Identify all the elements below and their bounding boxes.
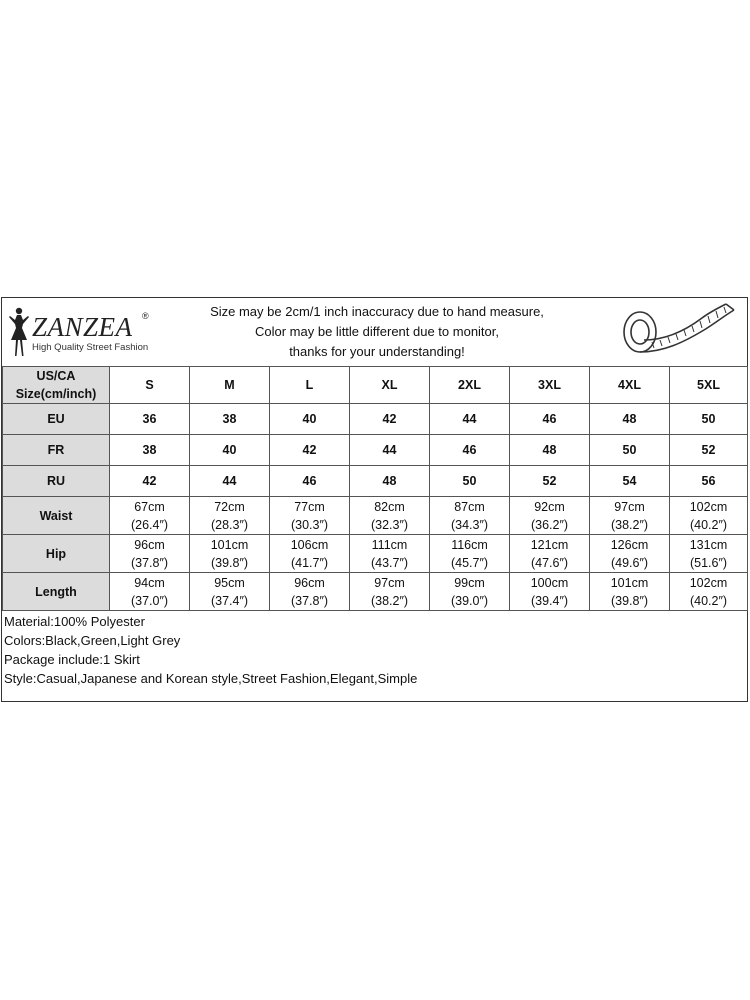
table-cell: 54: [590, 466, 670, 497]
table-cell: 38: [110, 435, 190, 466]
table-cell: 82cm (32.3″): [350, 497, 430, 535]
size-label: 3XL: [510, 367, 590, 404]
table-cell: 46: [510, 404, 590, 435]
table-cell: 36: [110, 404, 190, 435]
table-cell: 40: [270, 404, 350, 435]
table-cell: 106cm (41.7″): [270, 535, 350, 573]
size-header-label: US/CA Size(cm/inch): [3, 367, 110, 404]
chart-header: [2, 298, 747, 367]
table-cell: 50: [670, 404, 748, 435]
product-notes: [4, 612, 417, 688]
measuring-tape-icon: [614, 302, 738, 360]
table-cell: 121cm (47.6″): [510, 535, 590, 573]
registered-mark: ®: [142, 311, 149, 321]
table-cell: 42: [110, 466, 190, 497]
row-label: Waist: [3, 497, 110, 535]
size-label: M: [190, 367, 270, 404]
table-cell: 95cm (37.4″): [190, 573, 270, 611]
table-cell: 101cm (39.8″): [190, 535, 270, 573]
table-cell: 48: [350, 466, 430, 497]
size-label: 4XL: [590, 367, 670, 404]
table-cell: 92cm (36.2″): [510, 497, 590, 535]
table-cell: 77cm (30.3″): [270, 497, 350, 535]
table-cell: 46: [430, 435, 510, 466]
woman-silhouette-icon: [6, 306, 32, 358]
table-cell: 50: [430, 466, 510, 497]
table-cell: 56: [670, 466, 748, 497]
table-cell: 48: [510, 435, 590, 466]
table-cell: 102cm (40.2″): [670, 497, 748, 535]
table-cell: 44: [430, 404, 510, 435]
table-cell: 44: [350, 435, 430, 466]
table-cell: 50: [590, 435, 670, 466]
table-cell: 38: [190, 404, 270, 435]
table-cell: 46: [270, 466, 350, 497]
size-chart-sheet: [1, 297, 748, 702]
brand-name: ZANZEA: [32, 312, 133, 342]
material-note: Material:100% Polyester: [4, 614, 145, 629]
table-cell: 99cm (39.0″): [430, 573, 510, 611]
notice-line: Color may be little different due to monitor,: [255, 324, 499, 339]
size-table: [2, 366, 748, 611]
table-cell: 44: [190, 466, 270, 497]
table-cell: 111cm (43.7″): [350, 535, 430, 573]
table-cell: 97cm (38.2″): [350, 573, 430, 611]
table-cell: 42: [350, 404, 430, 435]
table-cell: 42: [270, 435, 350, 466]
colors-note: Colors:Black,Green,Light Grey: [4, 633, 181, 648]
table-cell: 101cm (39.8″): [590, 573, 670, 611]
table-cell: 126cm (49.6″): [590, 535, 670, 573]
table-cell: 131cm (51.6″): [670, 535, 748, 573]
table-cell: 72cm (28.3″): [190, 497, 270, 535]
size-label: 2XL: [430, 367, 510, 404]
table-cell: 48: [590, 404, 670, 435]
table-row-hip: [3, 535, 748, 573]
table-cell: 52: [670, 435, 748, 466]
notice-line: Size may be 2cm/1 inch inaccuracy due to hand measure,: [210, 304, 544, 319]
table-cell: 94cm (37.0″): [110, 573, 190, 611]
row-label: Length: [3, 573, 110, 611]
measurement-notice: [162, 302, 592, 362]
package-note: Package include:1 Skirt: [4, 652, 140, 667]
table-row-ru: [3, 466, 748, 497]
style-note: Style:Casual,Japanese and Korean style,Street Fashion,Elegant,Simple: [4, 671, 418, 686]
size-label: 5XL: [670, 367, 748, 404]
table-row-waist: [3, 497, 748, 535]
table-cell: 67cm (26.4″): [110, 497, 190, 535]
table-cell: 102cm (40.2″): [670, 573, 748, 611]
table-cell: 97cm (38.2″): [590, 497, 670, 535]
table-cell: 116cm (45.7″): [430, 535, 510, 573]
table-row-eu: [3, 404, 748, 435]
table-cell: 52: [510, 466, 590, 497]
table-row-length: [3, 573, 748, 611]
brand-tagline: High Quality Street Fashion: [32, 342, 149, 353]
row-label: EU: [3, 404, 110, 435]
table-cell: 87cm (34.3″): [430, 497, 510, 535]
table-cell: 100cm (39.4″): [510, 573, 590, 611]
size-header-row: [3, 367, 748, 404]
brand-logo: [6, 306, 156, 358]
size-label: S: [110, 367, 190, 404]
row-label: RU: [3, 466, 110, 497]
row-label: Hip: [3, 535, 110, 573]
table-cell: 96cm (37.8″): [270, 573, 350, 611]
notice-line: thanks for your understanding!: [289, 344, 465, 359]
row-label: FR: [3, 435, 110, 466]
table-row-fr: [3, 435, 748, 466]
size-label: XL: [350, 367, 430, 404]
size-label: L: [270, 367, 350, 404]
table-cell: 40: [190, 435, 270, 466]
table-cell: 96cm (37.8″): [110, 535, 190, 573]
